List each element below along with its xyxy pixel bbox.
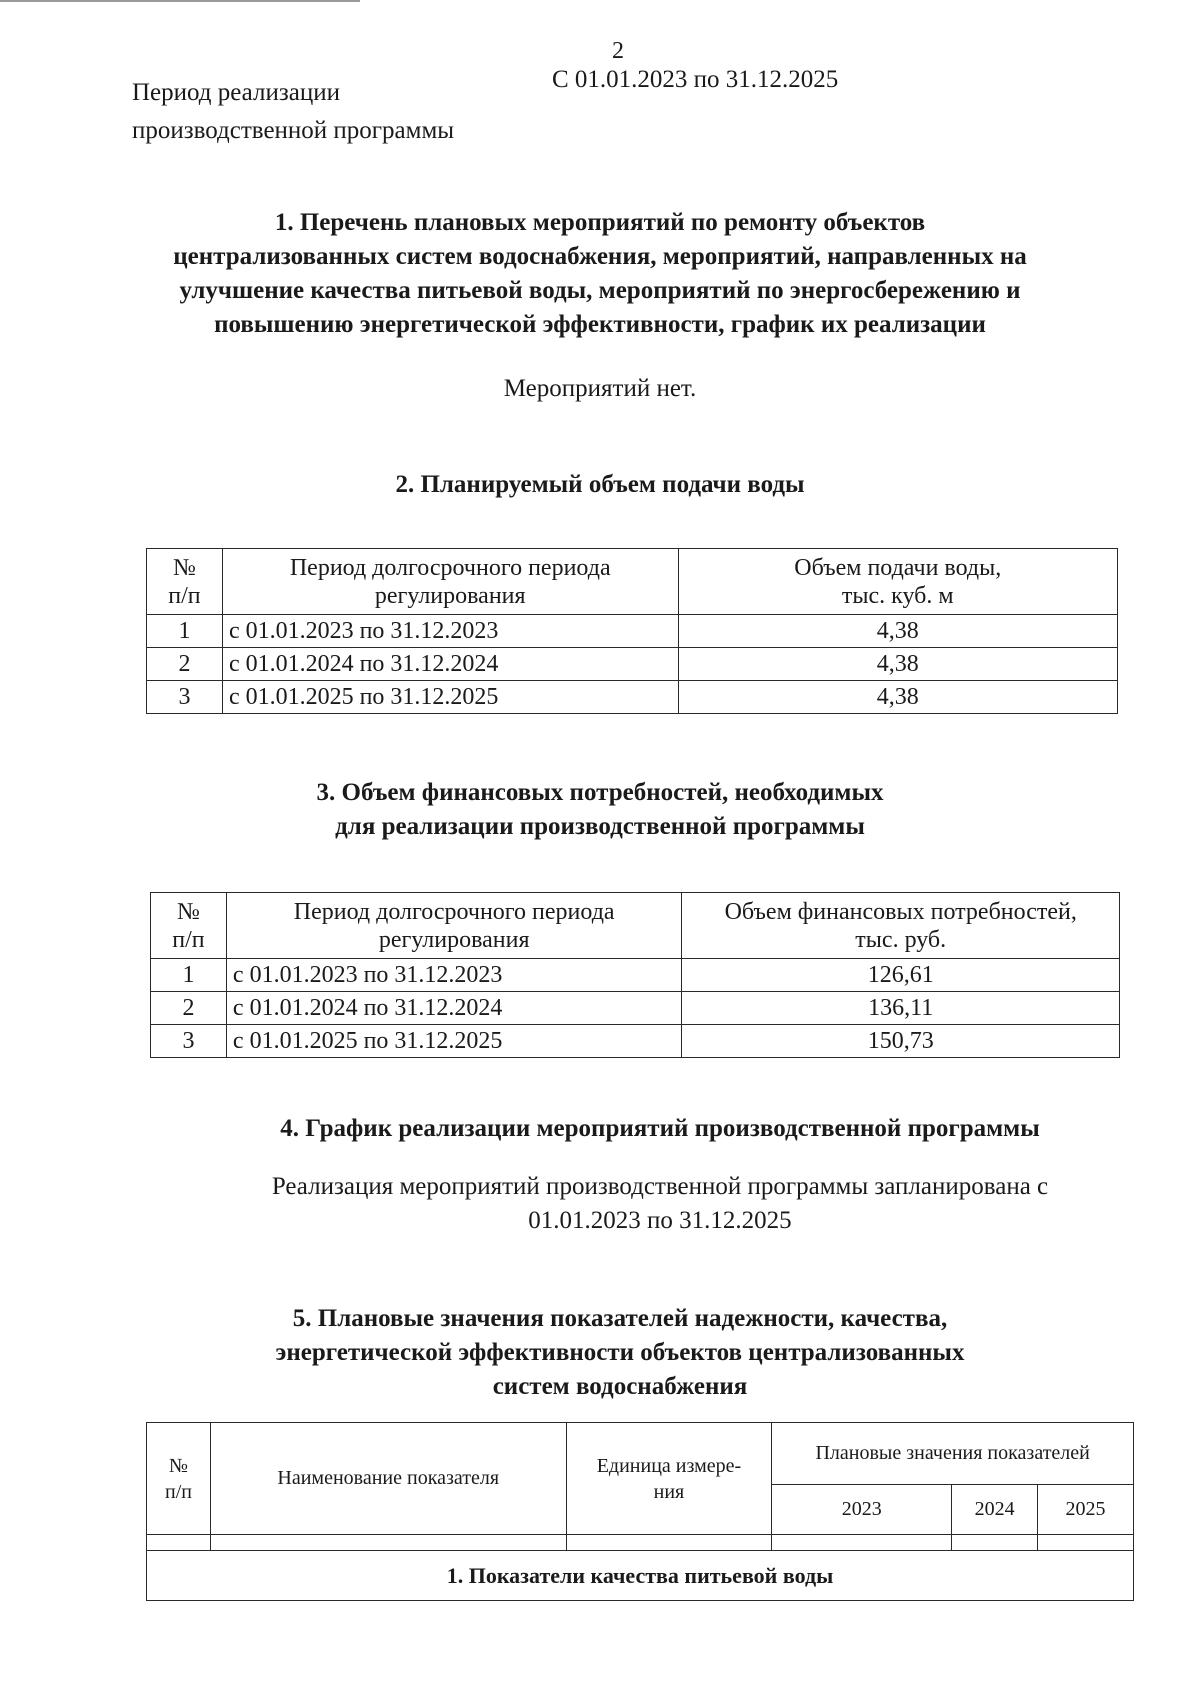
header-text: тыс. куб. м (841, 582, 954, 609)
col-planned-values-header: Плановые значения показателей (772, 1423, 1134, 1485)
header-text: № (173, 554, 196, 581)
section5-title-line2: энергетической эффективности объектов централизованных (275, 1339, 965, 1366)
table-row (151, 959, 1120, 992)
scan-edge-line (0, 0, 360, 2)
indicators-table (146, 1422, 1134, 1601)
spacer-cell (1038, 1535, 1134, 1551)
spacer-cell (952, 1535, 1038, 1551)
header-text: Единица измере- (596, 1454, 742, 1477)
page-number: 2 (612, 38, 624, 64)
quality-indicators-subheader: 1. Показатели качества питьевой воды (147, 1551, 1134, 1601)
row-number: 1 (147, 615, 223, 648)
header-text: ния (653, 1480, 685, 1503)
program-period-label (132, 74, 454, 150)
row-number: 2 (147, 648, 223, 681)
row-value: 150,73 (682, 1025, 1120, 1058)
header-text: Период долгосрочного периода (293, 898, 615, 925)
table-header-row (147, 1423, 1134, 1485)
section4-text (60, 1170, 1200, 1238)
spacer-cell (772, 1535, 952, 1551)
row-period: с 01.01.2024 по 31.12.2024 (226, 992, 682, 1025)
col-unit-header (566, 1423, 772, 1535)
financial-needs-table (150, 892, 1120, 1058)
table-row (151, 1025, 1120, 1058)
row-number: 1 (151, 959, 227, 992)
col-volume-header (678, 549, 1118, 615)
header-text: Период долгосрочного периода (289, 554, 611, 581)
section1-title-line2: централизованных систем водоснабжения, мероприятий, направленных на (173, 243, 1027, 270)
table-header-row (147, 549, 1118, 615)
program-period-label-line2: производственной программы (132, 117, 455, 144)
header-text: регулирования (378, 926, 530, 953)
section4-title: 4. График реализации мероприятий производственной программы (280, 1115, 1040, 1142)
program-period-value: С 01.01.2023 по 31.12.2025 (552, 66, 839, 93)
row-number: 3 (151, 1025, 227, 1058)
header-text: № (177, 898, 200, 925)
header-text: № (168, 1454, 189, 1477)
section4-text-line1: Реализация мероприятий производственной программы запланирована с (271, 1173, 1049, 1200)
spacer-cell (210, 1535, 566, 1551)
row-value: 4,38 (678, 648, 1118, 681)
header-text: п/п (164, 1480, 192, 1503)
section3-title-line1: 3. Объем финансовых потребностей, необходимых (316, 779, 884, 806)
spacer-cell (566, 1535, 772, 1551)
section1-text: Мероприятий нет. (503, 375, 697, 402)
section3-title-line2: для реализации производственной программы (335, 813, 865, 840)
header-text: Объем финансовых потребностей, (724, 898, 1077, 925)
table-header-row (151, 893, 1120, 959)
section4-text-line2: 01.01.2023 по 31.12.2025 (528, 1207, 792, 1234)
header-text: регулирования (374, 582, 526, 609)
table-row (147, 615, 1118, 648)
table-section-row (147, 1551, 1134, 1601)
header-text: Объем подачи воды, (794, 554, 1002, 581)
section1-title-line3: улучшение качества питьевой воды, мероприятий по энергосбережению и (179, 277, 1021, 304)
section1-title-line4: повышению энергетической эффективности, график их реализации (214, 311, 986, 338)
section3-title (0, 776, 1200, 844)
table-row (147, 648, 1118, 681)
row-value: 126,61 (682, 959, 1120, 992)
row-value: 136,11 (682, 992, 1120, 1025)
col-number-header (147, 1423, 211, 1535)
table-spacer-row (147, 1535, 1134, 1551)
row-number: 3 (147, 681, 223, 714)
row-value: 4,38 (678, 615, 1118, 648)
header-text: п/п (168, 582, 201, 609)
row-period: с 01.01.2025 по 31.12.2025 (222, 681, 678, 714)
section2-title: 2. Планируемый объем подачи воды (395, 471, 805, 498)
table-row (151, 992, 1120, 1025)
spacer-cell (147, 1535, 211, 1551)
col-number-header (147, 549, 223, 615)
section1-title-line1: 1. Перечень плановых мероприятий по ремонту объектов (274, 209, 926, 236)
row-period: с 01.01.2023 по 31.12.2023 (222, 615, 678, 648)
row-period: с 01.01.2024 по 31.12.2024 (222, 648, 678, 681)
header-text: тыс. руб. (855, 926, 947, 953)
row-number: 2 (151, 992, 227, 1025)
row-value: 4,38 (678, 681, 1118, 714)
water-supply-table (146, 548, 1118, 714)
row-period: с 01.01.2025 по 31.12.2025 (226, 1025, 682, 1058)
col-year-2023: 2023 (772, 1485, 952, 1535)
table-row (147, 681, 1118, 714)
col-indicator-name-header: Наименование показателя (210, 1423, 566, 1535)
section5-title-line3: систем водоснабжения (492, 1373, 748, 1400)
col-year-2024: 2024 (952, 1485, 1038, 1535)
header-text: п/п (172, 926, 205, 953)
section5-title-line1: 5. Плановые значения показателей надежности, качества, (292, 1305, 948, 1332)
col-finance-header (682, 893, 1120, 959)
col-period-header (222, 549, 678, 615)
section5-title (20, 1302, 1200, 1404)
section1-title (0, 206, 1200, 342)
col-number-header (151, 893, 227, 959)
col-year-2025: 2025 (1038, 1485, 1134, 1535)
col-period-header (226, 893, 682, 959)
program-period-label-line1: Период реализации (132, 79, 340, 106)
row-period: с 01.01.2023 по 31.12.2023 (226, 959, 682, 992)
